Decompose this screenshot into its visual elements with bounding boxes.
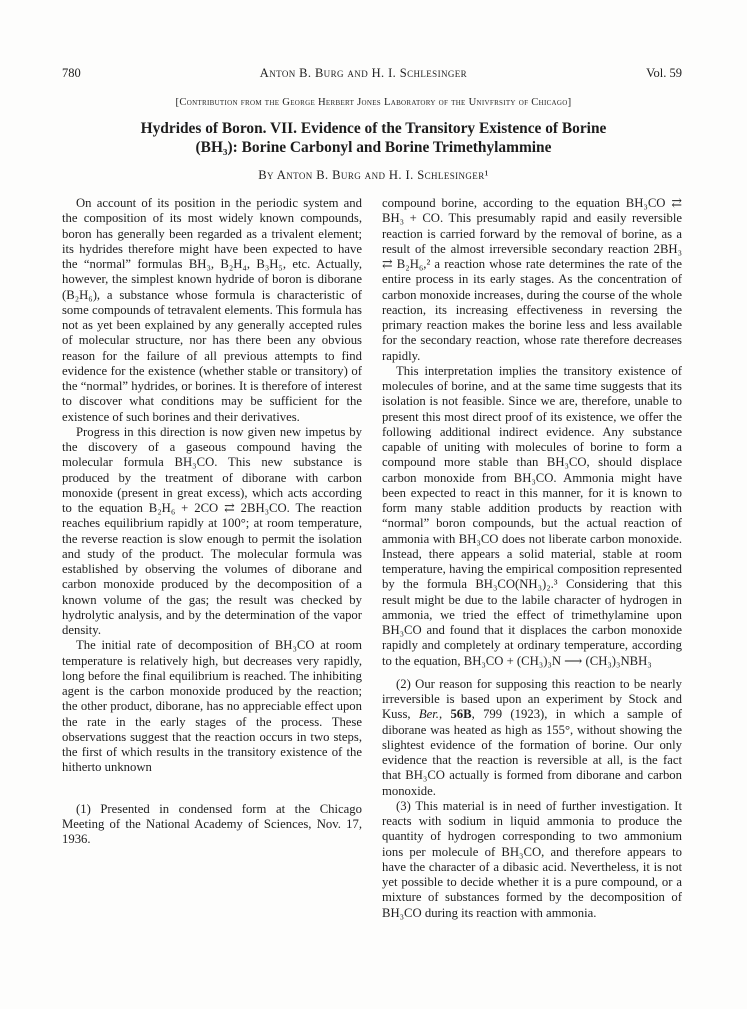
page-number: 780	[62, 66, 81, 80]
article-title-line: Hydrides of Boron. VII. Evidence of the Transitory Existence of Borine	[140, 120, 607, 137]
footnote-text: , 799 (1923), in which a sample of diborane was heated as high as 155°, without showing the slightest evidence of the formation of borine. Our only evidence that the reaction is reversible at all, is the fact that BH₃CO actually is formed from diborane and carbon monoxide.	[382, 707, 682, 798]
body-paragraph: Progress in this direction is now given new impetus by the discovery of a gaseous compound having the molecular formula BH₃CO. This new substance is produced by the treatment of diborane with carbon monoxide (present in great excess), which acts according to the equation B₂H₆ + 2CO ⇄ 2BH₃CO. The reaction reaches equilibrium rapidly at 100°; at room temperature, the reverse reaction is slow enough to permit the isolation and study of the product. The molecular formula was established by observing the volumes of diborane and carbon monoxide produced by the decomposition of a known volume of the gas; the result was checked by hydrolytic analysis, and by the determination of the vapor density.	[62, 424, 362, 637]
article-title-line: (BH₃): Borine Carbonyl and Borine Trimethylammine	[195, 139, 552, 156]
footnote-text: (2) Our reason for supposing this reaction to be nearly irreversible is based upon an experiment by Stock and Kuss,	[382, 676, 682, 722]
body-paragraph: compound borine, according to the equation BH₃CO ⇄ BH₃ + CO. This presumably rapid and easily reversible reaction is carried forward by the removal of borine, as a result of the almost irreversible secondary reaction 2BH₃ ⇄ B₂H₆,² a reaction whose rate determines the rate of the entire process in its early stages. As the concentration of carbon monoxide increases, during the course of the whole reaction, its increasing effectiveness in reversing the primary reaction makes the borine less and less available for the secondary reaction, whose rate therefore decreases rapidly.	[382, 196, 682, 363]
footnote	[382, 677, 682, 799]
footnotes	[62, 802, 362, 848]
running-head	[62, 66, 682, 81]
footnote: (1) Presented in condensed form at the Chicago Meeting of the National Academy of Sciences, Nov. 17, 1936.	[62, 801, 362, 846]
body-paragraph: The initial rate of decomposition of BH₃CO at room temperature is relatively high, but decreases very rapidly, long before the final equilibrium is reached. The inhibiting agent is the carbon monoxide produced by the reaction; the other product, diborane, has no appreciable effect upon the rate in the early stages of the process. These observations suggest that the reaction occurs in two steps, the first of which results in the transitory existence of the hitherto unknown	[62, 638, 362, 775]
article-title	[40, 119, 707, 157]
body-paragraph: On account of its position in the periodic system and the composition of its most widely known compounds, boron has generally been regarded as a trivalent element; its hydrides therefore might have been expected to have the “normal” formulas BH₃, B₂H₄, B₃H₅, etc. Actually, however, the simplest known hydride of boron is diborane (B₂H₆), a substance whose formula is characteristic of some compounds of tetravalent elements. This formula has not as yet been explained by any generally accepted rules of molecular structure, nor has there been any obvious reason for the failure of all previous attempts to find evidence for the existence (whether stable or transitory) of the “normal” hydrides, or borines. It is therefore of interest to discover what conditions may be sufficient for the existence of such borines and their derivatives.	[62, 196, 362, 424]
footnote: (3) This material is in need of further investigation. It reacts with sodium in liquid ammonia to produce the quantity of hydrogen corresponding to two ammonium ions per molecule of BH₃CO, and therefore appears to have the character of a dibasic acid. Nevertheless, it is not yet possible to decide whether it is a pure compound, or a mixture of substances formed by the decomposition of BH₃CO during its reaction with ammonia.	[382, 798, 682, 920]
volume-label: Vol. 59	[646, 66, 682, 80]
footnote-text: ,	[438, 707, 451, 722]
contribution-line: [Contribution from the George Herbert Jones Laboratory of the Univfrsity of Chicago]	[175, 97, 572, 108]
journal-volume: 56B	[450, 707, 472, 722]
running-head-authors: Anton B. Burg and H. I. Schlesinger	[259, 66, 468, 80]
journal-abbreviation: Ber.	[418, 707, 439, 722]
byline: By Anton B. Burg and H. I. Schlesinger¹	[258, 168, 489, 182]
right-column	[382, 196, 682, 921]
footnotes	[382, 677, 682, 921]
body-paragraph: This interpretation implies the transitory existence of molecules of borine, and at the same time suggests that its isolation is not feasible. Since we are, therefore, unable to present this most direct proof of its existence, we offer the following additional indirect evidence. Any substance capable of uniting with molecules of borine to form a compound more stable than BH₃CO, should displace carbon monoxide from BH₃CO. Ammonia might have been expected to react in this manner, for it is known to form many stable addition products by reaction with “normal” boron compounds, but the actual reaction of ammonia with BH₃CO does not liberate carbon monoxide. Instead, there appears a solid material, stable at room temperature, having the empirical composition represented by the formula BH₃CO(NH₃)₂.³ Considering that this result might be due to the labile character of hydrogen in ammonia, we tried the effect of trimethylamine upon BH₃CO and found that it displaces the carbon monoxide rapidly and completely at ordinary temperature, according to the equation, BH₃CO + (CH₃)₃N ⟶ (CH₃)₃NBH₃	[382, 363, 682, 668]
left-column	[62, 196, 362, 921]
body-columns	[62, 196, 682, 921]
